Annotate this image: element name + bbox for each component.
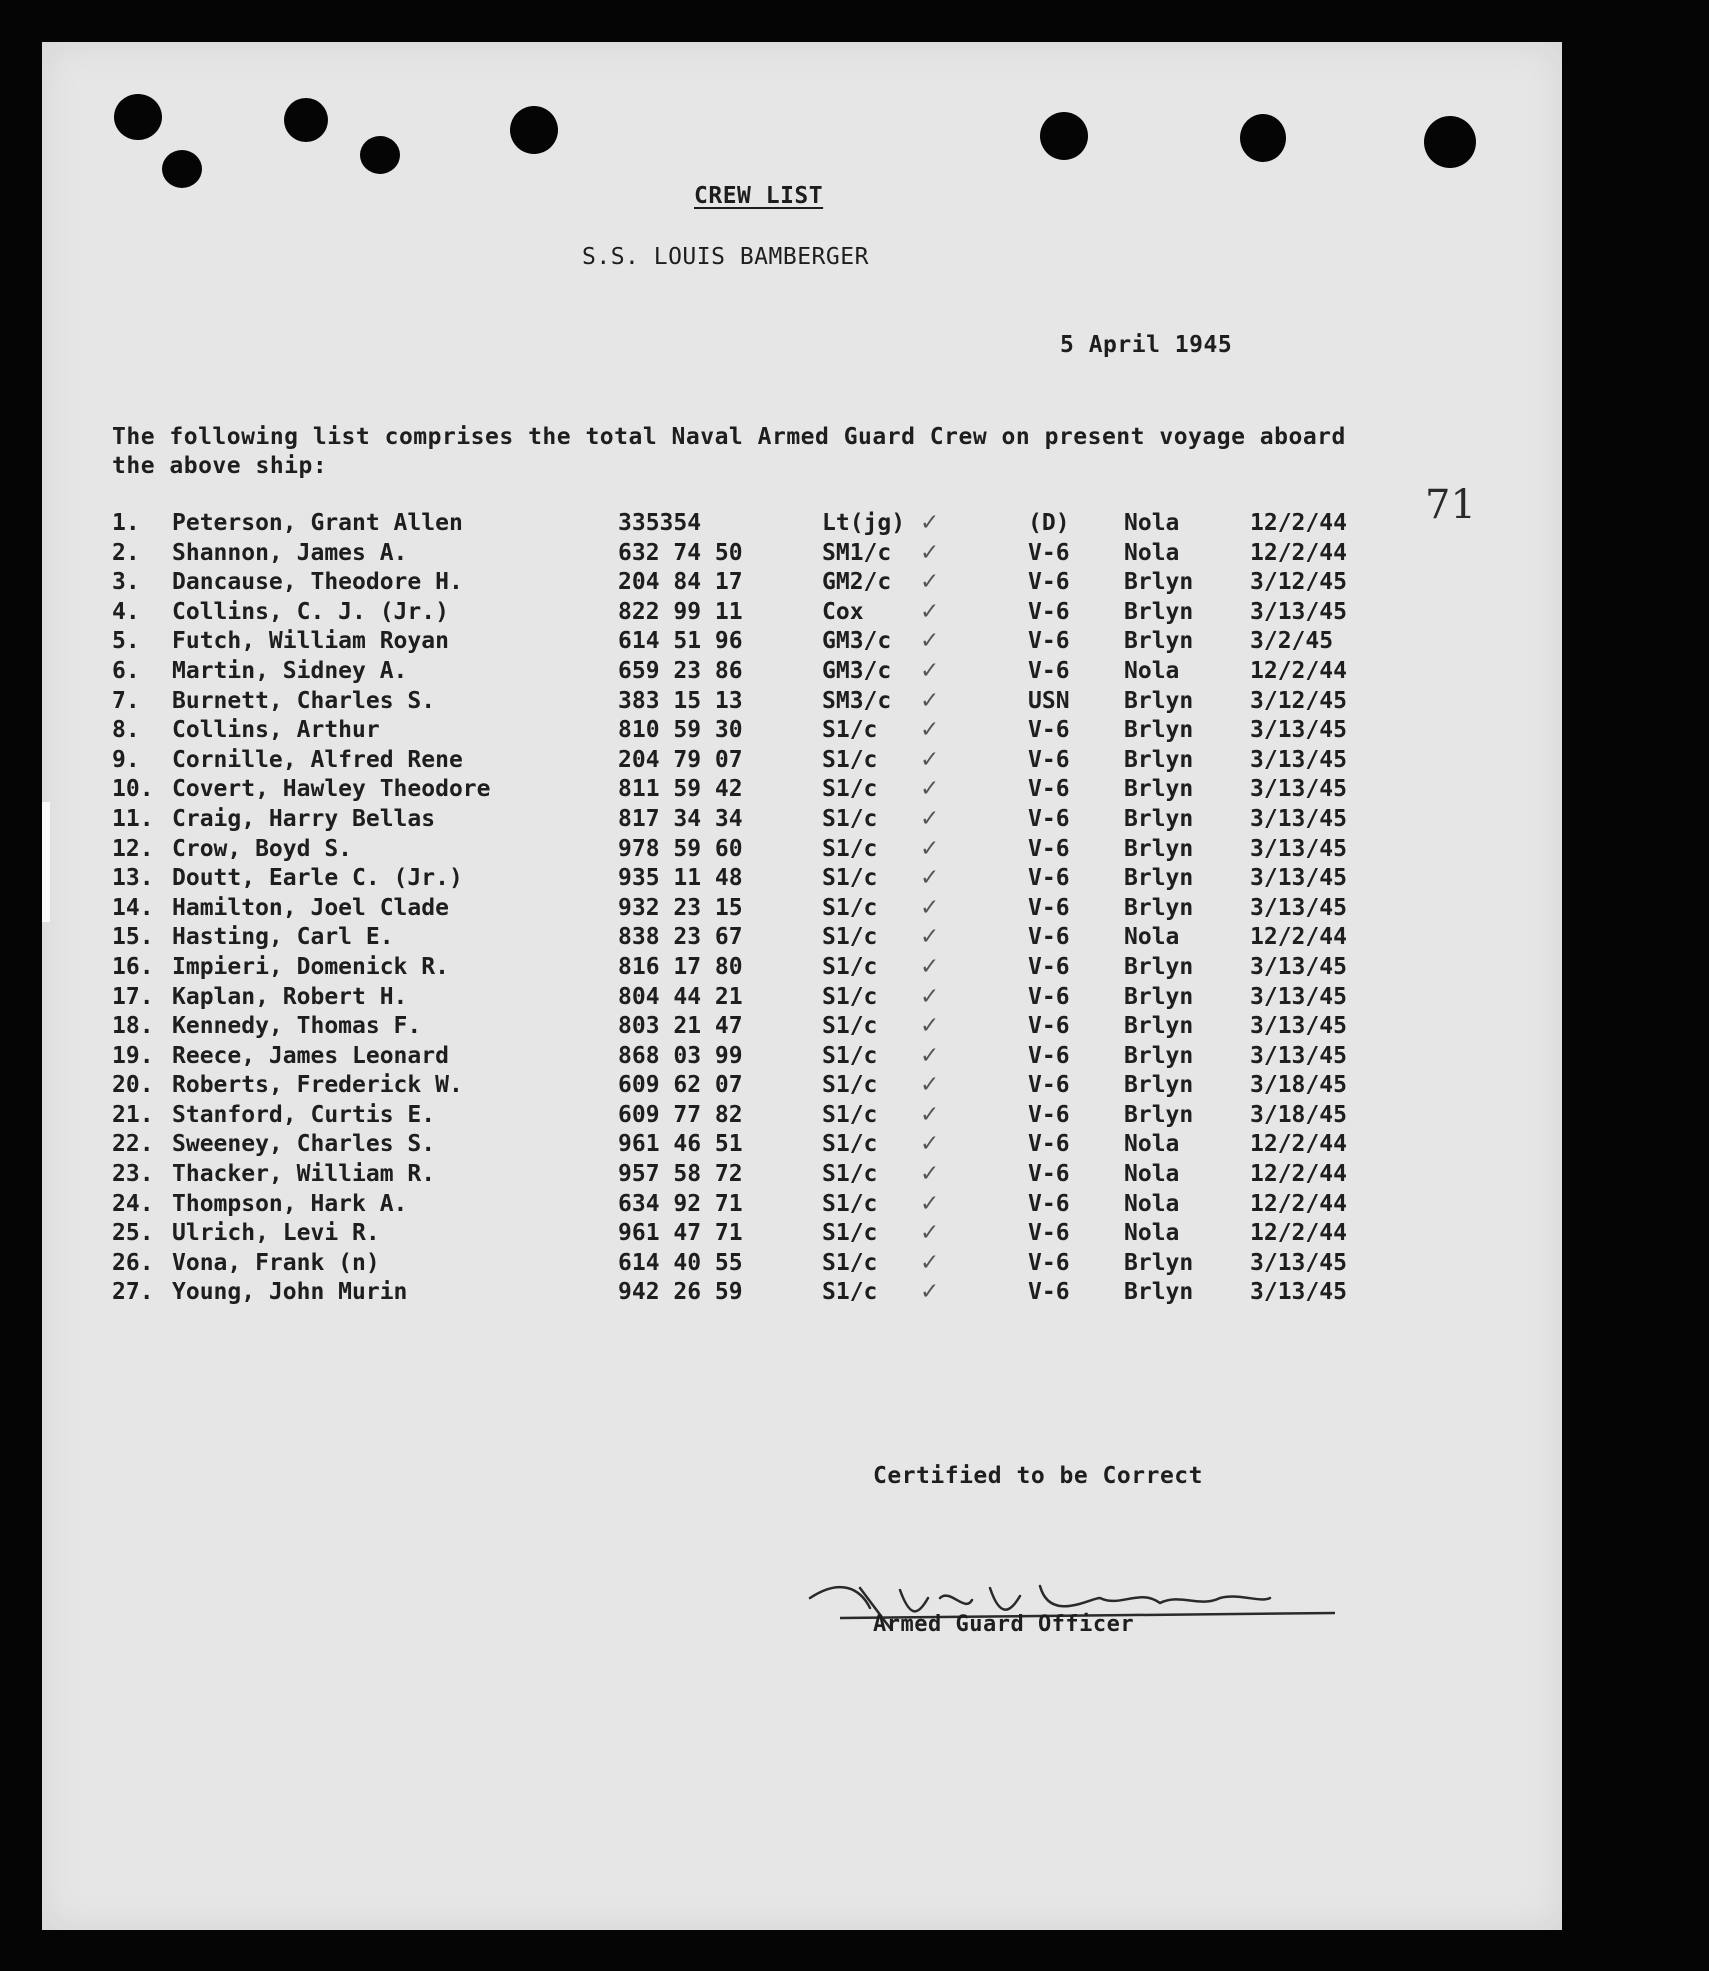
crew-name: Doutt, Earle C. (Jr.) (172, 865, 463, 892)
crew-class: V-6 (1028, 746, 1070, 773)
crew-rate: S1/c (822, 805, 878, 832)
crew-row (108, 628, 1408, 658)
crew-rate: S1/c (822, 1101, 878, 1128)
check-mark: ✓ (920, 1072, 940, 1099)
port: Nola (1124, 657, 1180, 684)
document-title: CREW LIST (694, 183, 824, 209)
join-date: 3/13/45 (1250, 1279, 1347, 1306)
crew-number: 18. (112, 1013, 154, 1040)
service-number: 838 23 67 (618, 924, 743, 951)
check-mark: ✓ (920, 1101, 940, 1128)
crew-row (108, 1013, 1408, 1043)
port: Brlyn (1124, 746, 1194, 773)
crew-class: V-6 (1028, 598, 1070, 625)
check-mark: ✓ (920, 953, 940, 980)
crew-rate: SM1/c (822, 539, 892, 566)
port: Brlyn (1124, 776, 1194, 803)
crew-rate: Cox (822, 598, 864, 625)
check-mark: ✓ (920, 1042, 940, 1069)
join-date: 12/2/44 (1250, 510, 1347, 536)
join-date: 3/13/45 (1250, 953, 1347, 980)
crew-list (108, 510, 1408, 1309)
service-number: 811 59 42 (618, 776, 743, 803)
crew-number: 13. (112, 865, 154, 892)
crew-number: 24. (112, 1190, 154, 1217)
join-date: 3/13/45 (1250, 1249, 1347, 1276)
crew-number: 19. (112, 1042, 154, 1069)
crew-name: Cornille, Alfred Rene (172, 746, 463, 773)
crew-class: V-6 (1028, 569, 1070, 596)
crew-rate: S1/c (822, 983, 878, 1010)
crew-number: 6. (112, 657, 140, 684)
check-mark: ✓ (920, 1161, 940, 1188)
punch-hole (1040, 112, 1088, 160)
crew-class: V-6 (1028, 1042, 1070, 1069)
crew-row (108, 1220, 1408, 1250)
crew-rate: S1/c (822, 1279, 878, 1306)
service-number: 634 92 71 (618, 1190, 743, 1217)
crew-number: 9. (112, 746, 140, 773)
join-date: 12/2/44 (1250, 1131, 1347, 1158)
crew-row (108, 895, 1408, 925)
crew-row (108, 1072, 1408, 1102)
crew-name: Roberts, Frederick W. (172, 1072, 463, 1099)
crew-class: V-6 (1028, 924, 1070, 951)
certification-text: Certified to be Correct (873, 1463, 1203, 1489)
crew-class: V-6 (1028, 1249, 1070, 1276)
crew-name: Thacker, William R. (172, 1161, 436, 1188)
join-date: 12/2/44 (1250, 539, 1347, 566)
check-mark: ✓ (920, 628, 940, 655)
join-date: 12/2/44 (1250, 924, 1347, 951)
crew-rate: S1/c (822, 776, 878, 803)
service-number: 204 84 17 (618, 569, 743, 596)
port: Nola (1124, 924, 1180, 951)
crew-row (108, 1102, 1408, 1132)
check-mark: ✓ (920, 569, 940, 596)
crew-rate: GM3/c (822, 628, 892, 655)
join-date: 3/12/45 (1250, 569, 1347, 596)
port: Nola (1124, 539, 1180, 566)
check-mark: ✓ (920, 776, 940, 803)
service-number: 614 40 55 (618, 1249, 743, 1276)
crew-rate: SM3/c (822, 687, 892, 714)
crew-rate: S1/c (822, 953, 878, 980)
join-date: 3/13/45 (1250, 776, 1347, 803)
service-number: 961 46 51 (618, 1131, 743, 1158)
port: Brlyn (1124, 805, 1194, 832)
join-date: 3/13/45 (1250, 746, 1347, 773)
crew-number: 10. (112, 776, 154, 803)
crew-row (108, 1279, 1408, 1309)
crew-class: V-6 (1028, 1101, 1070, 1128)
crew-row (108, 1043, 1408, 1073)
port: Brlyn (1124, 1042, 1194, 1069)
crew-name: Futch, William Royan (172, 628, 449, 655)
join-date: 12/2/44 (1250, 1220, 1347, 1247)
punch-hole (162, 150, 202, 188)
crew-rate: S1/c (822, 1220, 878, 1247)
port: Brlyn (1124, 569, 1194, 596)
service-number: 822 99 11 (618, 598, 743, 625)
crew-class: V-6 (1028, 894, 1070, 921)
crew-row (108, 510, 1408, 540)
check-mark: ✓ (920, 1190, 940, 1217)
service-number: 810 59 30 (618, 717, 743, 744)
crew-number: 7. (112, 687, 140, 714)
port: Nola (1124, 510, 1180, 536)
crew-rate: S1/c (822, 1013, 878, 1040)
check-mark: ✓ (920, 983, 940, 1010)
service-number: 957 58 72 (618, 1161, 743, 1188)
crew-rate: S1/c (822, 894, 878, 921)
crew-rate: S1/c (822, 1161, 878, 1188)
crew-name: Shannon, James A. (172, 539, 408, 566)
crew-number: 26. (112, 1249, 154, 1276)
crew-rate: S1/c (822, 1072, 878, 1099)
crew-rate: S1/c (822, 746, 878, 773)
crew-rate: GM3/c (822, 657, 892, 684)
crew-name: Impieri, Domenick R. (172, 953, 449, 980)
crew-class: V-6 (1028, 1131, 1070, 1158)
crew-number: 1. (112, 510, 140, 536)
crew-class: V-6 (1028, 953, 1070, 980)
service-number: 659 23 86 (618, 657, 743, 684)
crew-class: V-6 (1028, 805, 1070, 832)
crew-class: V-6 (1028, 628, 1070, 655)
crew-name: Vona, Frank (n) (172, 1249, 380, 1276)
crew-row (108, 540, 1408, 570)
crew-name: Craig, Harry Bellas (172, 805, 436, 832)
join-date: 3/13/45 (1250, 1013, 1347, 1040)
join-date: 3/13/45 (1250, 717, 1347, 744)
crew-row (108, 954, 1408, 984)
port: Nola (1124, 1131, 1180, 1158)
crew-name: Dancause, Theodore H. (172, 569, 463, 596)
crew-name: Sweeney, Charles S. (172, 1131, 436, 1158)
crew-rate: S1/c (822, 924, 878, 951)
crew-number: 22. (112, 1131, 154, 1158)
check-mark: ✓ (920, 1279, 940, 1306)
port: Brlyn (1124, 1249, 1194, 1276)
crew-name: Reece, James Leonard (172, 1042, 449, 1069)
crew-class: V-6 (1028, 1161, 1070, 1188)
port: Brlyn (1124, 894, 1194, 921)
crew-rate: S1/c (822, 1249, 878, 1276)
crew-number: 27. (112, 1279, 154, 1306)
join-date: 12/2/44 (1250, 657, 1347, 684)
punch-hole (1240, 114, 1286, 162)
service-number: 335354 (618, 510, 702, 536)
join-date: 3/2/45 (1250, 628, 1334, 655)
crew-name: Burnett, Charles S. (172, 687, 436, 714)
crew-name: Kennedy, Thomas F. (172, 1013, 422, 1040)
check-mark: ✓ (920, 894, 940, 921)
crew-class: V-6 (1028, 657, 1070, 684)
ship-name: S.S. LOUIS BAMBERGER (582, 244, 869, 270)
punch-hole (360, 136, 400, 174)
crew-row (108, 658, 1408, 688)
service-number: 614 51 96 (618, 628, 743, 655)
document-date: 5 April 1945 (1060, 332, 1233, 358)
check-mark: ✓ (920, 510, 940, 536)
crew-name: Hamilton, Joel Clade (172, 894, 449, 921)
check-mark: ✓ (920, 865, 940, 892)
crew-row (108, 1191, 1408, 1221)
check-mark: ✓ (920, 1249, 940, 1276)
join-date: 3/13/45 (1250, 1042, 1347, 1069)
crew-rate: S1/c (822, 1131, 878, 1158)
crew-name: Collins, C. J. (Jr.) (172, 598, 449, 625)
crew-class: V-6 (1028, 717, 1070, 744)
crew-number: 17. (112, 983, 154, 1010)
join-date: 3/13/45 (1250, 835, 1347, 862)
port: Brlyn (1124, 953, 1194, 980)
crew-number: 23. (112, 1161, 154, 1188)
crew-name: Ulrich, Levi R. (172, 1220, 380, 1247)
crew-name: Peterson, Grant Allen (172, 510, 463, 536)
service-number: 804 44 21 (618, 983, 743, 1010)
check-mark: ✓ (920, 539, 940, 566)
port: Brlyn (1124, 1013, 1194, 1040)
service-number: 816 17 80 (618, 953, 743, 980)
service-number: 383 15 13 (618, 687, 743, 714)
crew-name: Stanford, Curtis E. (172, 1101, 436, 1128)
crew-name: Hasting, Carl E. (172, 924, 394, 951)
port: Brlyn (1124, 1072, 1194, 1099)
officer-title: Armed Guard Officer (873, 1612, 1135, 1637)
port: Brlyn (1124, 628, 1194, 655)
crew-class: V-6 (1028, 1279, 1070, 1306)
punch-hole (284, 98, 328, 142)
service-number: 204 79 07 (618, 746, 743, 773)
join-date: 3/18/45 (1250, 1101, 1347, 1128)
crew-number: 25. (112, 1220, 154, 1247)
crew-row (108, 836, 1408, 866)
check-mark: ✓ (920, 924, 940, 951)
crew-number: 21. (112, 1101, 154, 1128)
join-date: 3/13/45 (1250, 894, 1347, 921)
service-number: 632 74 50 (618, 539, 743, 566)
check-mark: ✓ (920, 1013, 940, 1040)
crew-class: V-6 (1028, 1190, 1070, 1217)
port: Nola (1124, 1190, 1180, 1217)
crew-class: V-6 (1028, 1220, 1070, 1247)
crew-rate: S1/c (822, 1042, 878, 1069)
join-date: 3/13/45 (1250, 865, 1347, 892)
punch-hole (510, 106, 558, 154)
port: Brlyn (1124, 1101, 1194, 1128)
crew-class: V-6 (1028, 1072, 1070, 1099)
punch-hole (1424, 116, 1476, 168)
check-mark: ✓ (920, 835, 940, 862)
crew-number: 4. (112, 598, 140, 625)
service-number: 803 21 47 (618, 1013, 743, 1040)
port: Brlyn (1124, 598, 1194, 625)
port: Brlyn (1124, 983, 1194, 1010)
crew-name: Crow, Boyd S. (172, 835, 353, 862)
check-mark: ✓ (920, 598, 940, 625)
crew-number: 12. (112, 835, 154, 862)
punch-hole (114, 94, 162, 140)
crew-number: 2. (112, 539, 140, 566)
check-mark: ✓ (920, 805, 940, 832)
crew-row (108, 747, 1408, 777)
crew-rate: S1/c (822, 865, 878, 892)
crew-row (108, 984, 1408, 1014)
crew-row (108, 1131, 1408, 1161)
crew-name: Covert, Hawley Theodore (172, 776, 491, 803)
crew-number: 16. (112, 953, 154, 980)
crew-row (108, 569, 1408, 599)
crew-class: V-6 (1028, 1013, 1070, 1040)
crew-class: V-6 (1028, 835, 1070, 862)
service-number: 817 34 34 (618, 805, 743, 832)
crew-row (108, 599, 1408, 629)
intro-paragraph: The following list comprises the total Naval Armed Guard Crew on present voyage aboard the above ship: (112, 424, 1346, 479)
check-mark: ✓ (920, 1131, 940, 1158)
service-number: 942 26 59 (618, 1279, 743, 1306)
port: Nola (1124, 1161, 1180, 1188)
join-date: 3/13/45 (1250, 983, 1347, 1010)
crew-row (108, 806, 1408, 836)
crew-row (108, 776, 1408, 806)
crew-row (108, 717, 1408, 747)
port: Brlyn (1124, 687, 1194, 714)
crew-number: 8. (112, 717, 140, 744)
check-mark: ✓ (920, 687, 940, 714)
service-number: 609 62 07 (618, 1072, 743, 1099)
crew-row (108, 924, 1408, 954)
crew-number: 11. (112, 805, 154, 832)
crew-class: V-6 (1028, 539, 1070, 566)
crew-class: (D) (1028, 510, 1070, 536)
crew-name: Martin, Sidney A. (172, 657, 408, 684)
crew-number: 14. (112, 894, 154, 921)
join-date: 3/13/45 (1250, 805, 1347, 832)
join-date: 12/2/44 (1250, 1161, 1347, 1188)
service-number: 932 23 15 (618, 894, 743, 921)
crew-rate: S1/c (822, 1190, 878, 1217)
crew-name: Thompson, Hark A. (172, 1190, 408, 1217)
crew-row (108, 1250, 1408, 1280)
crew-row (108, 688, 1408, 718)
join-date: 3/18/45 (1250, 1072, 1347, 1099)
crew-rate: Lt(jg) (822, 510, 906, 536)
crew-number: 15. (112, 924, 154, 951)
crew-number: 5. (112, 628, 140, 655)
join-date: 3/13/45 (1250, 598, 1347, 625)
join-date: 12/2/44 (1250, 1190, 1347, 1217)
port: Brlyn (1124, 835, 1194, 862)
crew-class: V-6 (1028, 865, 1070, 892)
crew-rate: S1/c (822, 835, 878, 862)
join-date: 3/12/45 (1250, 687, 1347, 714)
check-mark: ✓ (920, 746, 940, 773)
crew-row (108, 865, 1408, 895)
port: Brlyn (1124, 1279, 1194, 1306)
crew-name: Young, John Murin (172, 1279, 408, 1306)
check-mark: ✓ (920, 717, 940, 744)
check-mark: ✓ (920, 1220, 940, 1247)
crew-number: 3. (112, 569, 140, 596)
crew-class: V-6 (1028, 776, 1070, 803)
crew-name: Collins, Arthur (172, 717, 380, 744)
port: Brlyn (1124, 717, 1194, 744)
crew-class: V-6 (1028, 983, 1070, 1010)
port: Brlyn (1124, 865, 1194, 892)
service-number: 868 03 99 (618, 1042, 743, 1069)
crew-rate: GM2/c (822, 569, 892, 596)
service-number: 609 77 82 (618, 1101, 743, 1128)
service-number: 978 59 60 (618, 835, 743, 862)
service-number: 961 47 71 (618, 1220, 743, 1247)
crew-row (108, 1161, 1408, 1191)
crew-number: 20. (112, 1072, 154, 1099)
page-number: 71 (1425, 482, 1476, 528)
crew-name: Kaplan, Robert H. (172, 983, 408, 1010)
service-number: 935 11 48 (618, 865, 743, 892)
port: Nola (1124, 1220, 1180, 1247)
crew-rate: S1/c (822, 717, 878, 744)
crew-class: USN (1028, 687, 1070, 714)
check-mark: ✓ (920, 657, 940, 684)
